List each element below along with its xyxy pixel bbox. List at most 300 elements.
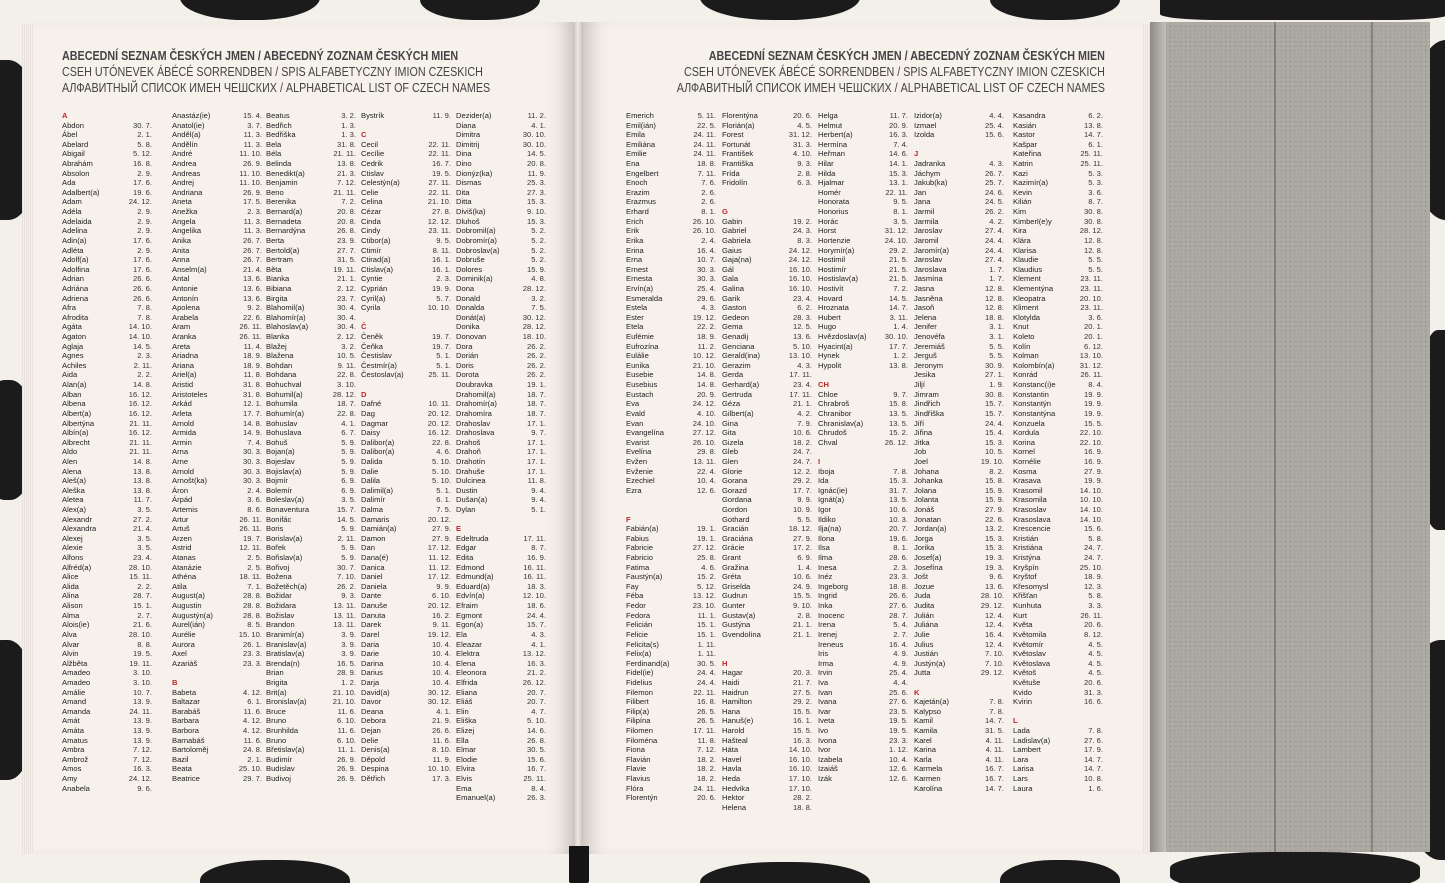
name-entry: [1013, 726, 1103, 736]
name-label: Bohumil(a): [266, 389, 303, 399]
name-label: Kasandra: [1013, 111, 1046, 120]
name-day-date: 5. 3.: [1088, 178, 1103, 188]
name-day-date: 24. 7.: [793, 456, 812, 466]
name-day-date: 27. 4.: [985, 226, 1004, 236]
name-day-date: 18. 8.: [985, 312, 1004, 322]
name-label: Jadranka: [914, 159, 946, 169]
name-entry: [172, 726, 262, 736]
name-day-date: 19. 11.: [333, 264, 356, 274]
name-entry: [172, 774, 262, 784]
name-day-date: 5. 12.: [697, 581, 716, 591]
name-entry: [266, 745, 356, 755]
name-day-date: 5. 10.: [432, 456, 451, 466]
name-entry: [626, 467, 716, 477]
name-entry: [626, 486, 716, 496]
spacer: [818, 447, 908, 457]
name-label: Elena: [456, 658, 476, 668]
name-label: Klára: [1013, 235, 1031, 245]
name-label: Haidrun: [722, 687, 749, 697]
name-label: Agaton: [62, 332, 87, 342]
name-day-date: 14. 7.: [889, 303, 908, 313]
name-day-date: 9. 6.: [989, 572, 1004, 582]
name-label: Haidi: [722, 677, 740, 687]
name-label: Damaris: [361, 514, 390, 524]
name-entry: [266, 716, 356, 726]
name-label: Barabáš: [172, 706, 201, 716]
name-day-date: 26. 7.: [985, 168, 1004, 178]
name-entry: [62, 447, 152, 457]
name-day-date: 5. 7.: [436, 293, 451, 303]
name-entry: [266, 774, 356, 784]
name-day-date: 13. 9.: [133, 697, 152, 707]
name-day-date: 7. 11.: [697, 168, 716, 178]
name-entry: [266, 534, 356, 544]
name-day-date: 16. 4.: [697, 245, 716, 255]
name-entry: [62, 515, 152, 525]
name-entry: [722, 351, 812, 361]
name-entry: [266, 572, 356, 582]
name-label: Ernest: [626, 264, 648, 274]
name-entry: [818, 265, 908, 275]
name-label: Alexandr: [62, 514, 92, 524]
name-entry: [626, 236, 716, 246]
name-label: Arnold: [172, 418, 194, 428]
name-label: Dezider(a): [456, 111, 492, 120]
name-label: Fabricio: [626, 553, 654, 563]
name-day-date: 13. 8.: [133, 485, 152, 495]
name-day-date: 7. 4.: [893, 139, 908, 149]
name-day-date: 12. 5.: [793, 322, 812, 332]
name-day-date: 25. 11.: [523, 774, 546, 784]
name-label: Danica: [361, 562, 385, 572]
name-entry: [1013, 659, 1103, 669]
name-label: Elodie: [456, 754, 478, 764]
name-entry: [172, 121, 262, 131]
name-entry: [456, 370, 546, 380]
name-label: Anastáz(ie): [172, 111, 211, 120]
name-label: Ivar: [818, 706, 831, 716]
name-day-date: 22. 5.: [697, 120, 716, 130]
name-label: Gaja(na): [722, 255, 752, 265]
name-entry: [1013, 178, 1103, 188]
name-day-date: 1. 11.: [697, 639, 716, 649]
name-day-date: 17. 6.: [133, 264, 152, 274]
name-day-date: 17. 5.: [243, 197, 262, 207]
name-label: Edeltruda: [456, 533, 489, 543]
name-label: Havel: [722, 754, 742, 764]
name-entry: [361, 188, 451, 198]
name-label: Kim: [1013, 207, 1027, 217]
name-day-date: 5. 9.: [341, 553, 356, 563]
name-day-date: 25. 10.: [1079, 562, 1103, 572]
name-day-date: 11. 9.: [432, 111, 451, 120]
name-entry: [456, 390, 546, 400]
name-entry: [722, 428, 812, 438]
name-day-date: 21. 10.: [692, 360, 716, 370]
name-entry: [626, 303, 716, 313]
name-day-date: 16. 7.: [985, 764, 1004, 774]
name-day-date: 5. 8.: [1088, 591, 1103, 601]
name-label: Eva: [626, 399, 640, 409]
name-entry: [361, 745, 451, 755]
name-entry: [914, 764, 1004, 774]
name-entry: [456, 668, 546, 678]
name-label: Jasoň: [914, 303, 935, 313]
name-entry: [172, 524, 262, 534]
name-day-date: 21. 10.: [332, 687, 356, 697]
name-entry: [722, 409, 812, 419]
name-day-date: 24. 12.: [128, 197, 152, 207]
letter-heading: [62, 111, 152, 121]
name-label: Beatrice: [172, 774, 200, 784]
name-entry: [914, 188, 1004, 198]
name-entry: [626, 726, 716, 736]
name-day-date: 11. 7.: [889, 111, 908, 120]
name-entry: [818, 534, 908, 544]
name-label: Gvendolína: [722, 629, 761, 639]
name-entry: [456, 351, 546, 361]
name-entry: [1013, 217, 1103, 227]
name-label: Drahomír(a): [456, 399, 497, 409]
name-label: Bohuslav: [266, 418, 298, 428]
name-entry: [626, 217, 716, 227]
name-label: Glen: [722, 456, 739, 466]
name-day-date: 10. 4.: [432, 668, 451, 678]
name-day-date: 14. 7.: [1084, 130, 1103, 140]
name-day-date: 30. 12.: [427, 697, 451, 707]
name-label: Daniel: [361, 572, 383, 582]
name-day-date: 19. 11.: [129, 658, 152, 668]
name-entry: [1013, 668, 1103, 678]
name-entry: [818, 543, 908, 553]
name-entry: [818, 659, 908, 669]
name-label: Heřman: [818, 149, 846, 159]
name-entry: [456, 197, 546, 207]
name-entry: [1013, 457, 1103, 467]
name-entry: [914, 611, 1004, 621]
name-label: Dalibor(a): [361, 437, 395, 447]
cover-pattern-shape: [1170, 852, 1420, 883]
name-day-date: 21. 5.: [889, 274, 908, 284]
name-entry: [361, 688, 451, 698]
name-entry: [266, 524, 356, 534]
name-label: Ida: [818, 476, 829, 486]
name-day-date: 20. 8.: [337, 216, 356, 226]
name-entry: [1013, 284, 1103, 294]
name-label: Bibiana: [266, 283, 292, 293]
name-entry: [818, 524, 908, 534]
name-label: Filoména: [626, 735, 658, 745]
name-label: Drahomil(a): [456, 389, 496, 399]
name-entry: [1013, 582, 1103, 592]
name-day-date: 22. 11.: [693, 687, 716, 697]
name-entry: [172, 169, 262, 179]
name-label: Felicie: [626, 629, 648, 639]
name-label: Adam: [62, 197, 82, 207]
name-day-date: 12. 2.: [793, 466, 812, 476]
name-entry: [456, 236, 546, 246]
name-label: Honorius: [818, 207, 849, 217]
name-day-date: 19. 3.: [985, 562, 1004, 572]
name-day-date: 27. 6.: [1084, 735, 1103, 745]
name-day-date: 20. 6.: [697, 793, 716, 803]
name-entry: [818, 284, 908, 294]
name-day-date: 5. 9.: [341, 466, 356, 476]
name-entry: [266, 149, 356, 159]
name-entry: [818, 274, 908, 284]
name-label: Forest: [722, 130, 744, 140]
ribbon-bookmark[interactable]: [569, 846, 589, 883]
name-entry: [172, 294, 262, 304]
name-entry: [1013, 630, 1103, 640]
name-entry: [266, 630, 356, 640]
name-entry: [1013, 342, 1103, 352]
name-entry: [914, 601, 1004, 611]
name-label: Fabricie: [626, 543, 654, 553]
name-entry: [266, 159, 356, 169]
name-label: August(a): [172, 591, 205, 601]
name-label: Jarmila: [914, 216, 939, 226]
name-label: Kunhuta: [1013, 601, 1042, 611]
name-entry: [626, 745, 716, 755]
name-day-date: 19. 12.: [692, 312, 716, 322]
name-entry: [818, 745, 908, 755]
name-label: Agnes: [62, 351, 84, 361]
name-day-date: 24. 3.: [793, 226, 812, 236]
name-day-date: 12. 11.: [239, 543, 262, 553]
name-day-date: 13. 8.: [133, 476, 152, 486]
name-day-date: 7. 8.: [989, 697, 1004, 707]
name-label: Inéz: [818, 572, 833, 582]
name-label: Eunika: [626, 360, 650, 370]
name-entry: [914, 255, 1004, 265]
name-label: Fortunát: [722, 139, 751, 149]
name-entry: [62, 764, 152, 774]
name-label: Erna: [626, 255, 643, 265]
name-entry: [361, 457, 451, 467]
name-label: Galina: [722, 283, 744, 293]
name-entry: [1013, 755, 1103, 765]
name-label: Bojeslav: [266, 456, 295, 466]
name-entry: [172, 630, 262, 640]
name-label: Ladislav(a): [1013, 735, 1051, 745]
name-label: Ingrid: [818, 591, 837, 601]
name-day-date: 8. 11.: [432, 245, 451, 255]
name-day-date: 27. 12.: [692, 428, 716, 438]
name-entry: [266, 294, 356, 304]
name-day-date: 20. 12.: [427, 514, 451, 524]
name-entry: [62, 197, 152, 207]
name-day-date: 26. 9.: [337, 754, 356, 764]
name-day-date: 29. 6.: [697, 293, 716, 303]
name-entry: [818, 620, 908, 630]
name-day-date: 4. 10.: [793, 149, 812, 159]
name-entry: [62, 726, 152, 736]
name-entry: [818, 611, 908, 621]
name-day-date: 7. 5.: [531, 303, 546, 313]
name-day-date: 30. 4.: [337, 312, 356, 322]
name-day-date: 6. 10.: [432, 591, 451, 601]
name-entry: [266, 111, 356, 121]
name-day-date: 2. 7.: [137, 610, 152, 620]
name-day-date: 5. 9.: [341, 447, 356, 457]
name-entry: [626, 611, 716, 621]
name-entry: [818, 476, 908, 486]
name-label: Alvar: [62, 639, 80, 649]
name-entry: [1013, 467, 1103, 477]
name-entry: [62, 582, 152, 592]
name-entry: [62, 342, 152, 352]
name-label: Konstantýn: [1013, 399, 1051, 409]
name-entry: [456, 640, 546, 650]
name-label: Bonaventura: [266, 504, 310, 514]
name-label: Dylan: [456, 504, 476, 514]
name-label: Drahoslav: [456, 418, 491, 428]
name-day-date: 23. 10.: [692, 601, 716, 611]
heading-line: CSEH UTÓNEVEK ÁBÉCÉ SORRENDBEN / SPIS ALFABETYCZNY IMION CZESKICH: [684, 65, 1105, 79]
name-entry: [722, 678, 812, 688]
name-day-date: 25. 4.: [697, 283, 716, 293]
name-label: Juliána: [914, 620, 939, 630]
name-label: Dejan: [361, 726, 381, 735]
cover-flap[interactable]: [1166, 22, 1430, 852]
name-label: Bertram: [266, 255, 294, 265]
name-day-date: 18. 2.: [697, 754, 716, 764]
name-day-date: 14. 10.: [128, 332, 152, 342]
name-entry: [626, 572, 716, 582]
name-day-date: 26. 5.: [697, 716, 716, 726]
name-entry: [62, 322, 152, 332]
name-label: Dimitrij: [456, 139, 480, 149]
name-day-date: 17. 2.: [793, 543, 812, 553]
name-label: Gudrun: [722, 591, 748, 601]
name-day-date: 13. 12.: [522, 649, 546, 659]
name-day-date: 23. 7.: [337, 293, 356, 303]
name-label: Dita: [456, 187, 470, 197]
name-day-date: 16. 7.: [432, 159, 451, 169]
name-label: Gorazd: [722, 485, 747, 495]
name-day-date: 11. 1.: [337, 745, 356, 755]
name-label: Dluhoš: [456, 216, 480, 226]
name-entry: [172, 361, 262, 371]
name-day-date: 13. 9.: [133, 726, 152, 735]
name-label: Josefína: [914, 562, 943, 572]
name-label: Flavius: [626, 774, 651, 784]
name-entry: [1013, 515, 1103, 525]
name-entry: [626, 755, 716, 765]
name-entry: [456, 630, 546, 640]
name-day-date: 5. 10.: [432, 466, 451, 476]
name-day-date: 10. 4.: [432, 658, 451, 668]
name-label: Áron: [172, 485, 189, 495]
name-day-date: 15. 9.: [527, 264, 546, 274]
name-entry: [722, 246, 812, 256]
name-entry: [172, 534, 262, 544]
name-label: Anika: [172, 235, 191, 245]
name-entry: [456, 611, 546, 621]
name-label: Homér: [818, 187, 841, 197]
name-label: Krasava: [1013, 476, 1041, 486]
name-label: Angela: [172, 216, 196, 226]
name-entry: [62, 226, 152, 236]
name-day-date: 19. 9.: [432, 283, 451, 293]
name-day-date: 2. 3.: [247, 207, 262, 217]
name-entry: [361, 620, 451, 630]
name-entry: [722, 169, 812, 179]
name-day-date: 22. 6.: [243, 312, 262, 322]
name-entry: [62, 707, 152, 717]
names-column: [266, 111, 356, 784]
name-entry: [914, 582, 1004, 592]
name-label: Hanuš(e): [722, 716, 754, 726]
name-label: Kira: [1013, 226, 1027, 236]
name-entry: [62, 370, 152, 380]
name-label: Ilma: [818, 553, 833, 563]
name-day-date: 13. 5.: [889, 408, 908, 418]
name-label: Jenifer: [914, 322, 937, 332]
name-label: Kalypso: [914, 706, 942, 716]
name-entry: [456, 111, 546, 121]
name-day-date: 4. 5.: [1088, 639, 1103, 649]
name-entry: [62, 274, 152, 284]
name-day-date: 12. 6.: [697, 485, 716, 495]
name-entry: [626, 111, 716, 121]
name-day-date: 21. 11.: [129, 447, 152, 457]
name-day-date: 17. 10.: [788, 774, 812, 784]
name-day-date: 8. 1.: [893, 207, 908, 217]
name-day-date: 2. 3.: [436, 274, 451, 284]
name-label: Amáta: [62, 726, 84, 735]
name-day-date: 5. 8.: [1088, 533, 1103, 543]
name-entry: [62, 505, 152, 515]
name-entry: [456, 486, 546, 496]
name-label: Krasomil: [1013, 485, 1043, 495]
name-label: Evangelína: [626, 428, 664, 438]
name-day-date: 5. 5.: [1088, 255, 1103, 265]
name-day-date: 6. 2.: [1088, 111, 1103, 120]
name-label: Ctislav(a): [361, 264, 394, 274]
name-label: Alvin: [62, 649, 79, 659]
letter-label: B: [172, 677, 178, 687]
name-entry: [1013, 601, 1103, 611]
name-day-date: 15. 3.: [889, 168, 908, 178]
name-label: Kristiána: [1013, 543, 1043, 553]
name-entry: [1013, 370, 1103, 380]
name-entry: [172, 428, 262, 438]
name-day-date: 9. 3.: [341, 591, 356, 601]
name-label: Budimír: [266, 754, 293, 764]
name-day-date: 3. 1.: [989, 332, 1004, 342]
name-day-date: 18. 9.: [243, 360, 262, 370]
name-day-date: 24. 4.: [985, 418, 1004, 428]
name-entry: [456, 707, 546, 717]
name-label: Alen: [62, 456, 78, 466]
name-entry: [266, 284, 356, 294]
name-day-date: 2. 5.: [247, 553, 262, 563]
name-label: Čestislav: [361, 351, 392, 361]
name-entry: [456, 505, 546, 515]
name-day-date: 26. 2.: [527, 360, 546, 370]
name-label: Ildiko: [818, 514, 836, 524]
name-label: Anežka: [172, 207, 198, 217]
name-day-date: 4. 1.: [531, 639, 546, 649]
name-day-date: 22. 10.: [1079, 437, 1103, 447]
name-day-date: 30. 9.: [985, 360, 1004, 370]
name-entry: [914, 659, 1004, 669]
name-day-date: 10. 4.: [889, 754, 908, 764]
name-entry: [266, 678, 356, 688]
name-day-date: 31. 3.: [1084, 687, 1103, 697]
